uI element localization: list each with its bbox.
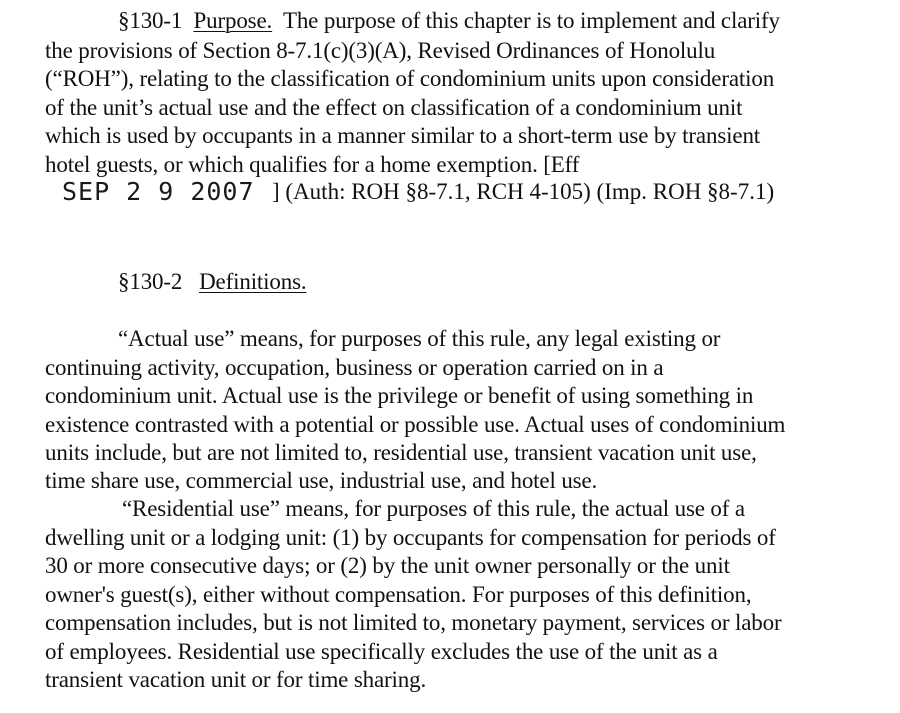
stamp-day: 2 9 [126, 177, 175, 206]
actual-use-line-5: units include, but are not limited to, residential use, transient vacation unit use, [45, 440, 757, 465]
section-number: §130-1 [118, 8, 183, 33]
section-130-1-line-3: (“ROH”), relating to the classification of condominium units upon consideration [45, 66, 775, 91]
section-130-1-line-5: which is used by occupants in a manner similar to a short-term use by transient [45, 123, 761, 148]
actual-use-line-6: time share use, commercial use, industrial use, and hotel use. [45, 468, 598, 493]
residential-use-line-2: dwelling unit or a lodging unit: (1) by occupants for compensation for periods of [45, 525, 776, 550]
section-130-1-line-6: hotel guests, or which qualifies for a home exemption. [Eff [45, 152, 580, 177]
residential-use-line-5: compensation includes, but is not limited to, monetary payment, services or labor [45, 610, 782, 635]
actual-use-line-3: condominium unit. Actual use is the privilege or benefit of using something in [45, 383, 754, 408]
section-heading-purpose: Purpose. [193, 8, 273, 33]
effective-date-stamp [62, 177, 255, 207]
actual-use-line-2: continuing activity, occupation, business or operation carried on in a [45, 355, 664, 380]
authority-citation: ] (Auth: ROH §8-7.1, RCH 4-105) (Imp. ROH §8-7.1) [272, 179, 775, 204]
section-130-1-line-4: of the unit’s actual use and the effect on classification of a condominium unit [45, 95, 743, 120]
residential-use-line-7: transient vacation unit or for time sharing. [45, 667, 427, 692]
section-130-1-line-2: the provisions of Section 8-7.1(c)(3)(A), Revised Ordinances of Honolulu [45, 38, 716, 63]
residential-use-line-6: of employees. Residential use specifically excludes the use of the unit as a [45, 639, 718, 664]
section-130-2-heading-line [118, 267, 307, 297]
residential-use-line-1: “Residential use” means, for purposes of this rule, the actual use of a [122, 496, 745, 521]
section-heading-definitions: Definitions. [199, 269, 307, 294]
residential-use-line-3: 30 or more consecutive days; or (2) by the unit owner personally or the unit [45, 553, 730, 578]
actual-use-line-4: existence contrasted with a potential or possible use. Actual uses of condominium [45, 412, 786, 437]
paragraph-text: The purpose of this chapter is to implement and clarify [282, 8, 780, 33]
stamp-month: SEP [62, 177, 111, 206]
stamp-year: 2007 [190, 177, 255, 206]
section-number: §130-2 [118, 269, 183, 294]
residential-use-line-4: owner's guest(s), either without compensation. For purposes of this definition, [45, 582, 752, 607]
actual-use-line-1: “Actual use” means, for purposes of this rule, any legal existing or [118, 326, 721, 351]
section-130-1-line-1 [118, 6, 780, 36]
